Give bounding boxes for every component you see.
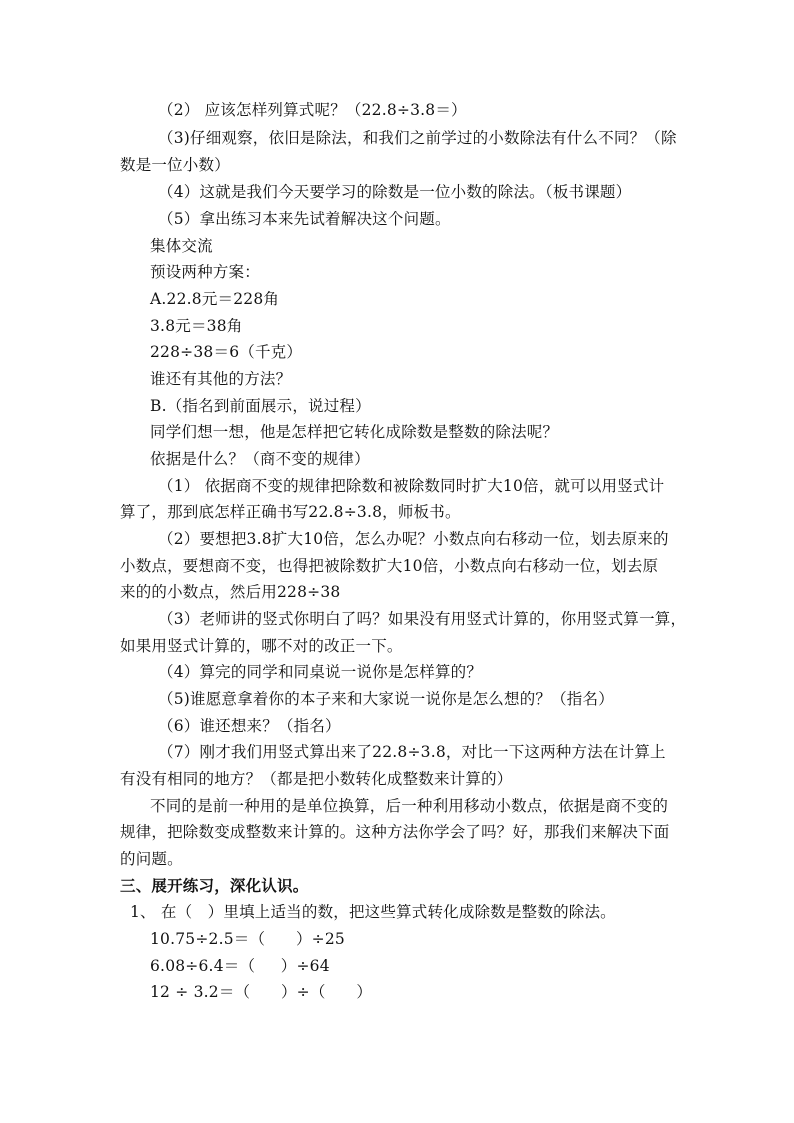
exercise-item: 12 ÷ 3.2＝（ ）÷（ ） xyxy=(150,983,373,1001)
text-line: 3.8元＝38角 xyxy=(150,317,243,335)
text-line: 228÷38＝6（千克） xyxy=(150,343,303,361)
exercise-instruction: 1、 在（ ）里填上适当的数，把这些算式转化成除数是整数的除法。 xyxy=(130,903,616,921)
text-line: （4）算完的同学和同桌说一说你是怎样算的？ xyxy=(158,663,483,681)
text-line: 小数点，要想商不变，也得把被除数扩大10倍，小数点向右移动一位，划去原 xyxy=(120,557,659,575)
text-line: （2）要想把3.8扩大10倍，怎么办呢？小数点向右移动一位，划去原来的 xyxy=(158,530,669,548)
text-line: A.22.8元＝228角 xyxy=(150,290,280,308)
text-line: 不同的是前一种用的是单位换算，后一种利用移动小数点，依据是商不变的 xyxy=(150,797,669,815)
text-line: 规律，把除数变成整数来计算的。这种方法你学会了吗？好，那我们来解决下面 xyxy=(120,823,670,841)
text-line: 集体交流 xyxy=(150,237,213,255)
text-line: （4）这就是我们今天要学习的除数是一位小数的除法。（板书课题） xyxy=(158,183,632,201)
text-line: 预设两种方案： xyxy=(150,263,260,281)
text-line: 的问题。 xyxy=(120,850,183,868)
text-line: （3)仔细观察，依旧是除法，和我们之前学过的小数除法有什么不同？（除 xyxy=(158,129,677,147)
text-line: （6）谁还想来？（指名） xyxy=(158,717,341,735)
text-line: （2） 应该怎样列算式呢？（22.8÷3.8＝） xyxy=(158,101,467,119)
text-line: 数是一位小数） xyxy=(120,156,230,174)
text-line: （5）拿出练习本来先试着解决这个问题。 xyxy=(158,210,451,228)
text-line: （5)谁愿意拿着你的本子来和大家说一说你是怎么想的？（指名） xyxy=(158,690,614,708)
text-line: 谁还有其他的方法？ xyxy=(150,370,292,388)
text-line: 来的的小数点，然后用228÷38 xyxy=(120,583,341,601)
text-line: （7）刚才我们用竖式算出来了22.8÷3.8，对比一下这两种方法在计算上 xyxy=(158,743,666,761)
text-line: 同学们想一想，他是怎样把它转化成除数是整数的除法呢？ xyxy=(150,423,559,441)
text-line: 依据是什么？（商不变的规律） xyxy=(150,450,370,468)
text-line: 如果用竖式计算的，哪不对的改正一下。 xyxy=(120,637,403,655)
section-heading: 三、展开练习，深化认识。 xyxy=(120,876,309,895)
exercise-item: 6.08÷6.4＝（ ）÷64 xyxy=(150,957,330,975)
text-line: （3）老师讲的竖式你明白了吗？如果没有用竖式计算的，你用竖式算一算， xyxy=(158,610,687,628)
text-line: 有没有相同的地方？（都是把小数转化成整数来计算的） xyxy=(120,770,513,788)
text-line: B.（指名到前面展示，说过程） xyxy=(150,397,371,415)
text-line: （1） 依据商不变的规律把除数和被除数同时扩大10倍，就可以用竖式计 xyxy=(158,477,665,495)
text-line: 算了，那到底怎样正确书写22.8÷3.8，师板书。 xyxy=(120,503,461,521)
exercise-item: 10.75÷2.5＝（ ）÷25 xyxy=(150,930,345,948)
